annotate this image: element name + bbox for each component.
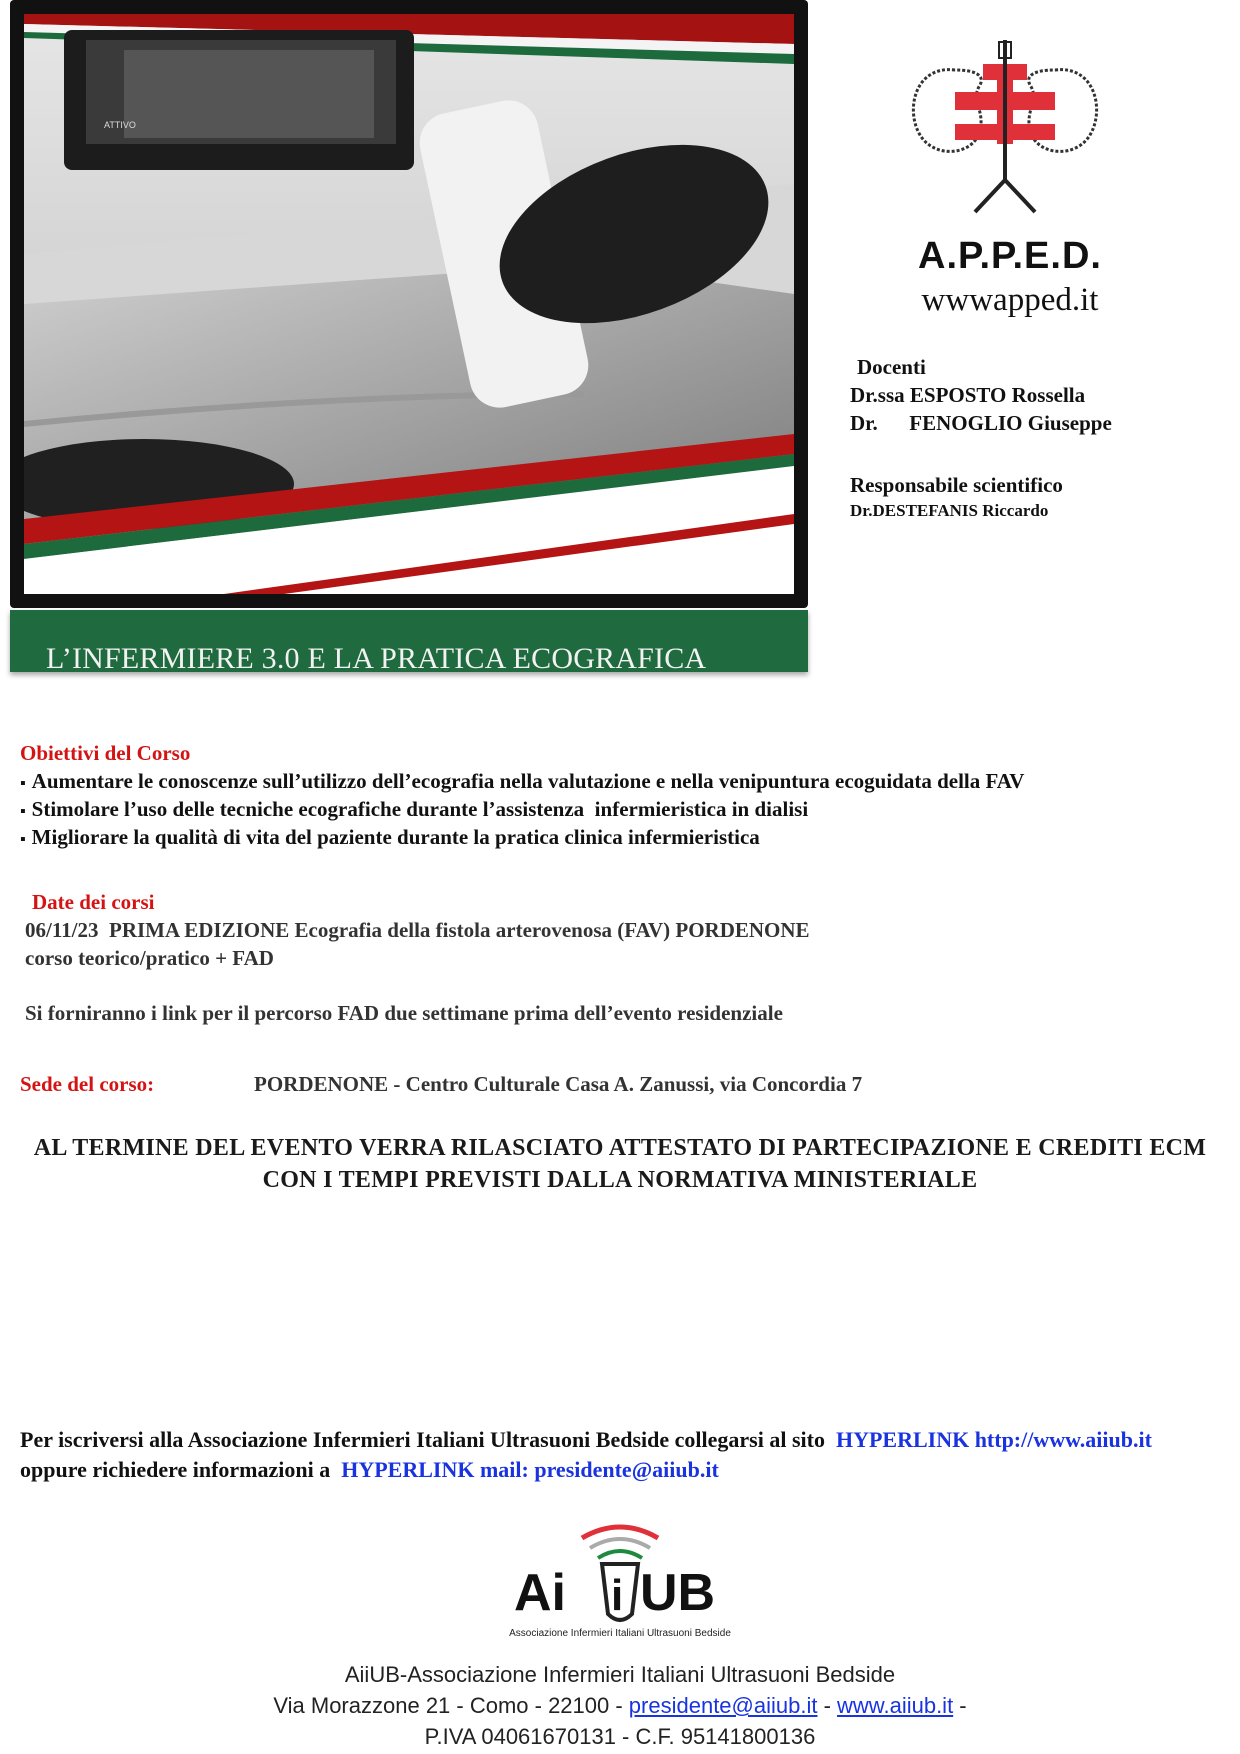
docente-esposto: Dr.ssa ESPOSTO Rossella — [850, 383, 1086, 407]
website-link[interactable]: HYPERLINK http://www.aiiub.it — [835, 1427, 1152, 1452]
hero-frame — [10, 0, 808, 608]
logo-text-ub: UB — [640, 1564, 716, 1622]
apped-logo — [885, 30, 1125, 220]
footer-trailing-dash: - — [953, 1693, 967, 1718]
footer-email-link[interactable]: presidente@aiiub.it — [628, 1693, 818, 1718]
footer-tax-ids: P.IVA 04061670131 - C.F. 95141800136 — [424, 1724, 816, 1749]
footer-separator: - — [817, 1693, 838, 1718]
ultrasound-photo-illustration — [24, 14, 794, 594]
apped-website[interactable]: wwwapped.it — [921, 282, 1099, 318]
dates-heading: Date dei corsi — [32, 890, 155, 914]
objective-item — [20, 769, 1024, 794]
objectives-heading: Obiettivi del Corso — [20, 741, 191, 765]
docenti-heading: Docenti — [857, 355, 926, 379]
footer-org-name: AiiUB-Associazione Infermieri Italiani Ultrasuoni Bedside — [344, 1662, 896, 1687]
docente-fenoglio: Dr. FENOGLIO Giuseppe — [850, 411, 1112, 435]
fad-note: Si forniranno i link per il percorso FAD due settimane prima dell’evento residenziale — [25, 1001, 783, 1025]
hero-title-band — [10, 610, 808, 672]
footer-website-link[interactable]: www.aiiub.it — [837, 1693, 954, 1718]
aiiub-logo — [490, 1518, 750, 1648]
footer-address: Via Morazzone 21 - Como - 22100 - — [273, 1693, 629, 1718]
objective-item — [20, 797, 808, 822]
course-format-line: corso teorico/pratico + FAD — [25, 946, 274, 970]
venue-label: Sede del corso: — [20, 1072, 155, 1096]
aiiub-logo-graphic — [490, 1518, 750, 1648]
footer-address-line — [0, 1693, 1240, 1719]
device-status-label: ATTIVO — [104, 120, 136, 130]
hero-banner — [10, 0, 808, 672]
registration-paragraph — [20, 1425, 1220, 1485]
objective-text: Aumentare le conoscenze sull’utilizzo dell’ecografia nella valutazione e nella venipuntura ecoguidata della FAV — [31, 769, 1025, 793]
registration-text: oppure richiedere informazioni a — [20, 1427, 1158, 1482]
objective-text: Migliorare la qualità di vita del paziente durante la pratica clinica infermieristica — [31, 825, 760, 849]
logo-text-i: i — [611, 1571, 624, 1620]
responsabile-heading: Responsabile scientifico — [850, 473, 1063, 497]
registration-text: Per iscriversi alla Associazione Infermieri Italiani Ultrasuoni Bedside collegarsi al sito — [20, 1427, 836, 1452]
ultrasound-photo — [24, 14, 794, 594]
course-date-line: 06/11/23 PRIMA EDIZIONE Ecografia della fistola arterovenosa (FAV) PORDENONE — [25, 918, 810, 942]
responsabile-name: Dr.DESTEFANIS Riccardo — [850, 501, 1049, 520]
apped-name: A.P.P.E.D. — [918, 235, 1102, 277]
logo-text-ai: Ai — [514, 1564, 566, 1622]
apped-emblem-icon — [885, 30, 1125, 220]
objective-text: Stimolare l’uso delle tecniche ecografiche durante l’assistenza infermieristica in dialisi — [31, 797, 809, 821]
venue-value: PORDENONE - Centro Culturale Casa A. Zanussi, via Concordia 7 — [254, 1072, 863, 1096]
objective-item — [20, 825, 760, 850]
email-link[interactable]: HYPERLINK mail: presidente@aiiub.it — [341, 1457, 719, 1482]
logo-caption: Associazione Infermieri Italiani Ultrasuoni Bedside — [509, 1628, 731, 1639]
ecm-notice: AL TERMINE DEL EVENTO VERRA RILASCIATO ATTESTATO DI PARTECIPAZIONE E CREDITI ECM CON I TEMPI PREVISTI DALLA NORMATIVA MINISTERIALE — [33, 1135, 1207, 1193]
course-title: L’INFERMIERE 3.0 E LA PRATICA ECOGRAFICA — [46, 642, 707, 672]
